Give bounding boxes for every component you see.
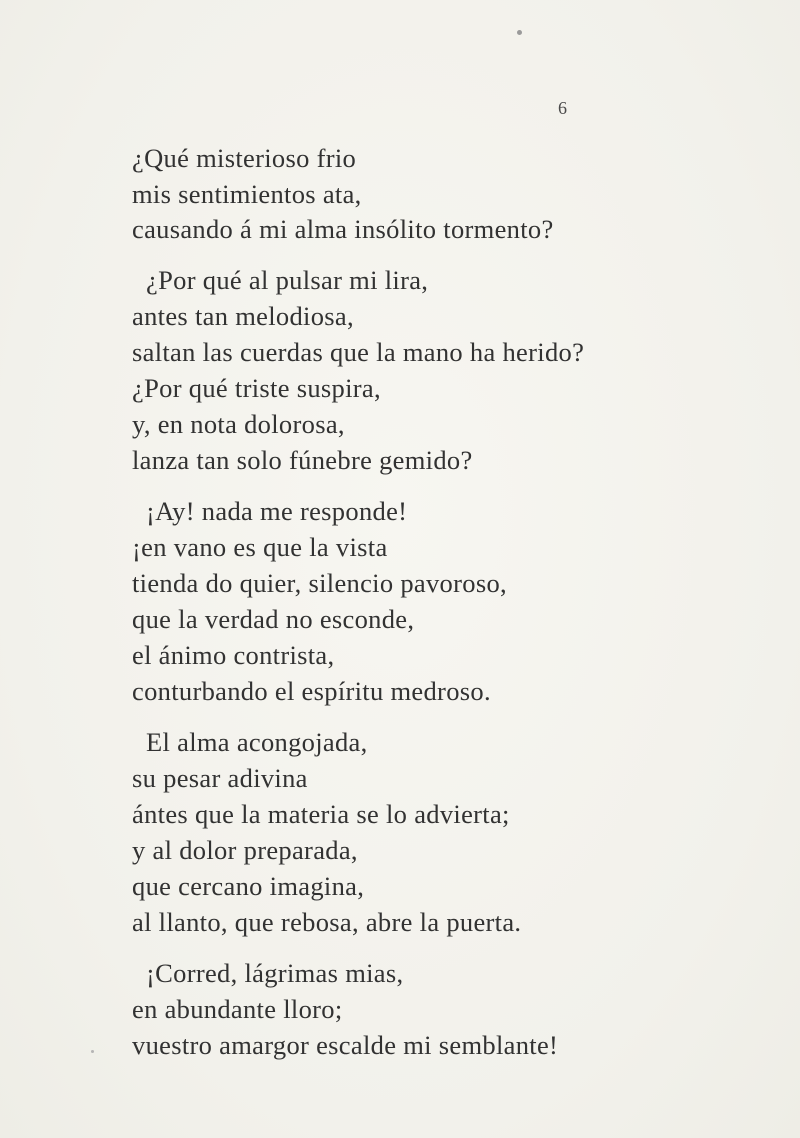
- verse-line: su pesar adivina: [132, 764, 308, 793]
- verse-line: lanza tan solo fúnebre gemido?: [132, 446, 473, 475]
- verse-line: y al dolor preparada,: [132, 836, 358, 865]
- verse-line: antes tan melodiosa,: [132, 302, 354, 331]
- ink-speck: [91, 1050, 94, 1053]
- verse-line: y, en nota dolorosa,: [132, 410, 345, 439]
- verse-line: al llanto, que rebosa, abre la puerta.: [132, 908, 522, 937]
- verse-line: ¡Ay! nada me responde!: [146, 497, 408, 526]
- verse-line: ¿Por qué al pulsar mi lira,: [146, 266, 429, 295]
- verse-line: ¿Qué misterioso frio: [132, 144, 357, 173]
- verse-line: ¿Por qué triste suspira,: [132, 374, 381, 403]
- verse-line: ¡en vano es que la vista: [132, 533, 388, 562]
- verse-line: vuestro amargor escalde mi semblante!: [132, 1031, 559, 1060]
- verse-line: ántes que la materia se lo advierta;: [132, 800, 510, 829]
- verse-line: causando á mi alma insólito tormento?: [132, 215, 554, 244]
- ink-speck: [517, 30, 522, 35]
- verse-line: mis sentimientos ata,: [132, 180, 362, 209]
- verse-line: saltan las cuerdas que la mano ha herido?: [132, 338, 585, 367]
- verse-line: conturbando el espíritu medroso.: [132, 677, 491, 706]
- verse-line: que cercano imagina,: [132, 872, 365, 901]
- verse-line: El alma acongojada,: [146, 728, 368, 757]
- verse-line: el ánimo contrista,: [132, 641, 335, 670]
- verse-line: ¡Corred, lágrimas mias,: [146, 959, 404, 988]
- verse-line: tienda do quier, silencio pavoroso,: [132, 569, 507, 598]
- page-number: 6: [558, 98, 567, 118]
- verse-line: que la verdad no esconde,: [132, 605, 415, 634]
- verse-line: en abundante lloro;: [132, 995, 343, 1024]
